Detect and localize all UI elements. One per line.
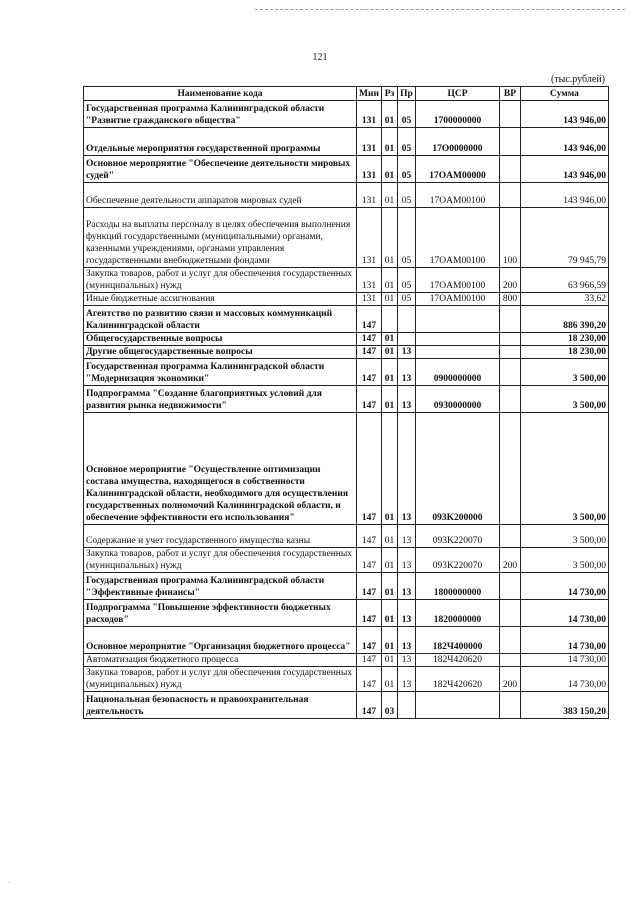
row-rz: 01 (382, 386, 398, 413)
row-name: Государственная программа Калининградской области "Модернизация экономики" (84, 359, 357, 386)
row-csr (416, 692, 500, 719)
row-pr: 13 (398, 667, 416, 692)
table-row (84, 333, 609, 346)
header-sum: Сумма (521, 87, 609, 101)
row-min: 131 (357, 268, 382, 293)
row-rz: 01 (382, 573, 398, 600)
row-pr (398, 333, 416, 346)
row-min: 131 (357, 293, 382, 306)
page-number: 121 (312, 52, 328, 63)
row-rz: 01 (382, 346, 398, 359)
table-row (84, 101, 609, 128)
row-pr (398, 692, 416, 719)
table-row (84, 692, 609, 719)
header-row (84, 87, 609, 101)
row-name: Автоматизация бюджетного процесса (84, 654, 357, 667)
table-row (84, 600, 609, 627)
row-sum: 3 500,00 (521, 525, 609, 548)
row-sum: 14 730,00 (521, 627, 609, 654)
row-pr: 05 (398, 156, 416, 183)
row-min: 147 (357, 654, 382, 667)
row-rz: 01 (382, 101, 398, 128)
row-name: Обеспечение деятельности аппаратов мировых судей (84, 183, 357, 208)
row-rz (382, 306, 398, 333)
table-row (84, 208, 609, 268)
row-min: 147 (357, 413, 382, 525)
budget-table (83, 86, 609, 719)
row-sum: 3 500,00 (521, 548, 609, 573)
table-row (84, 268, 609, 293)
row-name: Основное мероприятие "Организация бюджетного процесса" (84, 627, 357, 654)
row-sum: 63 966,59 (521, 268, 609, 293)
row-rz: 01 (382, 293, 398, 306)
row-rz: 01 (382, 413, 398, 525)
row-csr: 17O0000000 (416, 128, 500, 156)
table-row (84, 359, 609, 386)
row-csr: 17OAM00100 (416, 208, 500, 268)
row-vr (500, 386, 521, 413)
row-min: 131 (357, 208, 382, 268)
row-min: 131 (357, 156, 382, 183)
table-row (84, 386, 609, 413)
row-name: Отдельные мероприятия государственной программы (84, 128, 357, 156)
row-vr: 200 (500, 268, 521, 293)
row-sum: 14 730,00 (521, 667, 609, 692)
row-rz: 01 (382, 667, 398, 692)
row-rz: 01 (382, 183, 398, 208)
row-pr: 13 (398, 359, 416, 386)
row-name: Другие общегосударственные вопросы (84, 346, 357, 359)
units-label: (тыс.рублей) (550, 74, 605, 85)
row-sum: 3 500,00 (521, 359, 609, 386)
row-min: 131 (357, 101, 382, 128)
row-vr: 200 (500, 548, 521, 573)
row-name: Закупка товаров, работ и услуг для обеспечения государственных (муниципальных) нужд (84, 268, 357, 293)
row-csr: 182Ч400000 (416, 627, 500, 654)
row-vr: 800 (500, 293, 521, 306)
row-sum: 79 945,79 (521, 208, 609, 268)
row-min: 147 (357, 600, 382, 627)
row-vr (500, 333, 521, 346)
row-name: Закупка товаров, работ и услуг для обеспечения государственных (муниципальных) нужд (84, 667, 357, 692)
row-rz: 03 (382, 692, 398, 719)
row-pr: 13 (398, 654, 416, 667)
row-sum: 14 730,00 (521, 573, 609, 600)
row-rz: 01 (382, 548, 398, 573)
row-pr: 13 (398, 573, 416, 600)
row-rz: 01 (382, 525, 398, 548)
table-row (84, 413, 609, 525)
row-csr (416, 333, 500, 346)
row-sum: 3 500,00 (521, 413, 609, 525)
row-sum: 143 946,00 (521, 156, 609, 183)
row-vr (500, 692, 521, 719)
row-min: 131 (357, 183, 382, 208)
row-min: 147 (357, 346, 382, 359)
table-row (84, 667, 609, 692)
row-name: Подпрограмма "Повышение эффективности бюджетных расходов" (84, 600, 357, 627)
header-vr: ВР (500, 87, 521, 101)
row-min: 147 (357, 525, 382, 548)
row-min: 147 (357, 692, 382, 719)
row-csr: 17OAM00100 (416, 293, 500, 306)
header-name: Наименование кода (84, 87, 357, 101)
row-pr: 13 (398, 600, 416, 627)
table-row (84, 573, 609, 600)
row-min: 147 (357, 573, 382, 600)
row-vr (500, 101, 521, 128)
table-row (84, 346, 609, 359)
row-sum: 14 730,00 (521, 600, 609, 627)
table-row (84, 183, 609, 208)
row-name: Закупка товаров, работ и услуг для обеспечения государственных (муниципальных) нужд (84, 548, 357, 573)
row-csr: 0900000000 (416, 359, 500, 386)
row-vr (500, 627, 521, 654)
row-vr: 200 (500, 667, 521, 692)
row-csr (416, 346, 500, 359)
row-pr: 05 (398, 208, 416, 268)
row-min: 131 (357, 128, 382, 156)
row-min: 147 (357, 627, 382, 654)
row-sum: 33,62 (521, 293, 609, 306)
table-row (84, 525, 609, 548)
row-pr: 05 (398, 128, 416, 156)
row-pr: 05 (398, 293, 416, 306)
header-rz: Рз (382, 87, 398, 101)
row-sum: 18 230,00 (521, 346, 609, 359)
row-sum: 886 390,20 (521, 306, 609, 333)
row-csr: 182Ч420620 (416, 667, 500, 692)
row-rz: 01 (382, 333, 398, 346)
row-rz: 01 (382, 627, 398, 654)
header-pr: Пр (398, 87, 416, 101)
row-name: Национальная безопасность и правоохранительная деятельность (84, 692, 357, 719)
row-vr (500, 600, 521, 627)
row-sum: 143 946,00 (521, 101, 609, 128)
row-vr: 100 (500, 208, 521, 268)
table-row (84, 128, 609, 156)
row-rz: 01 (382, 156, 398, 183)
row-pr: 13 (398, 346, 416, 359)
row-min: 147 (357, 548, 382, 573)
row-rz: 01 (382, 359, 398, 386)
row-min: 147 (357, 306, 382, 333)
row-pr: 13 (398, 525, 416, 548)
row-csr: 093K220070 (416, 525, 500, 548)
row-vr (500, 306, 521, 333)
row-sum: 383 150,20 (521, 692, 609, 719)
table-row (84, 293, 609, 306)
row-pr: 13 (398, 413, 416, 525)
row-pr: 05 (398, 268, 416, 293)
row-vr (500, 128, 521, 156)
row-name: Государственная программа Калининградской области "Эффективные финансы" (84, 573, 357, 600)
table-row (84, 156, 609, 183)
row-vr (500, 654, 521, 667)
row-csr: 1820000000 (416, 600, 500, 627)
row-rz: 01 (382, 268, 398, 293)
row-vr (500, 346, 521, 359)
row-pr: 05 (398, 183, 416, 208)
scan-margin-mark: · (8, 878, 11, 887)
row-vr (500, 525, 521, 548)
row-vr (500, 183, 521, 208)
row-pr (398, 306, 416, 333)
row-sum: 18 230,00 (521, 333, 609, 346)
row-min: 147 (357, 386, 382, 413)
row-name: Государственная программа Калининградской области "Развитие гражданского общества" (84, 101, 357, 128)
row-min: 147 (357, 667, 382, 692)
row-vr (500, 573, 521, 600)
row-name: Общегосударственные вопросы (84, 333, 357, 346)
row-csr: 17OAM00000 (416, 156, 500, 183)
row-pr: 13 (398, 548, 416, 573)
row-rz: 01 (382, 208, 398, 268)
row-csr: 0930000000 (416, 386, 500, 413)
table-row (84, 306, 609, 333)
row-rz: 01 (382, 128, 398, 156)
row-min: 147 (357, 333, 382, 346)
row-name: Расходы на выплаты персоналу в целях обеспечения выполнения функций государственными (муниципальными) органами, казенными учреждениями, органами управления государственными внебюджетными фондами (84, 208, 357, 268)
row-csr: 17OAM00100 (416, 268, 500, 293)
row-rz: 01 (382, 600, 398, 627)
row-name: Иные бюджетные ассигнования (84, 293, 357, 306)
scan-top-line (255, 9, 625, 10)
header-csr: ЦСР (416, 87, 500, 101)
row-sum: 14 730,00 (521, 654, 609, 667)
row-name: Содержание и учет государственного имущества казны (84, 525, 357, 548)
row-csr: 1800000000 (416, 573, 500, 600)
row-name: Основное мероприятие "Осуществление оптимизации состава имущества, находящегося в собственности Калининградской области, необходимого для осуществления государственных полномочий Калининградской области, и обеспечение эффективности его использования" (84, 413, 357, 525)
table-row (84, 548, 609, 573)
row-csr: 17OAM00100 (416, 183, 500, 208)
row-name: Агентство по развитию связи и массовых коммуникаций Калининградской области (84, 306, 357, 333)
row-vr (500, 156, 521, 183)
row-pr: 13 (398, 627, 416, 654)
row-pr: 13 (398, 386, 416, 413)
row-csr (416, 306, 500, 333)
row-sum: 3 500,00 (521, 386, 609, 413)
row-pr: 05 (398, 101, 416, 128)
row-csr: 093K200000 (416, 413, 500, 525)
table-row (84, 627, 609, 654)
row-sum: 143 946,00 (521, 128, 609, 156)
table-row (84, 654, 609, 667)
header-min: Мин (357, 87, 382, 101)
row-vr (500, 359, 521, 386)
row-min: 147 (357, 359, 382, 386)
row-name: Основное мероприятие "Обеспечение деятельности мировых судей" (84, 156, 357, 183)
row-csr: 1700000000 (416, 101, 500, 128)
row-vr (500, 413, 521, 525)
row-sum: 143 946,00 (521, 183, 609, 208)
row-name: Подпрограмма "Создание благоприятных условий для развития рынка недвижимости" (84, 386, 357, 413)
row-rz: 01 (382, 654, 398, 667)
row-csr: 182Ч420620 (416, 654, 500, 667)
row-csr: 093K220070 (416, 548, 500, 573)
